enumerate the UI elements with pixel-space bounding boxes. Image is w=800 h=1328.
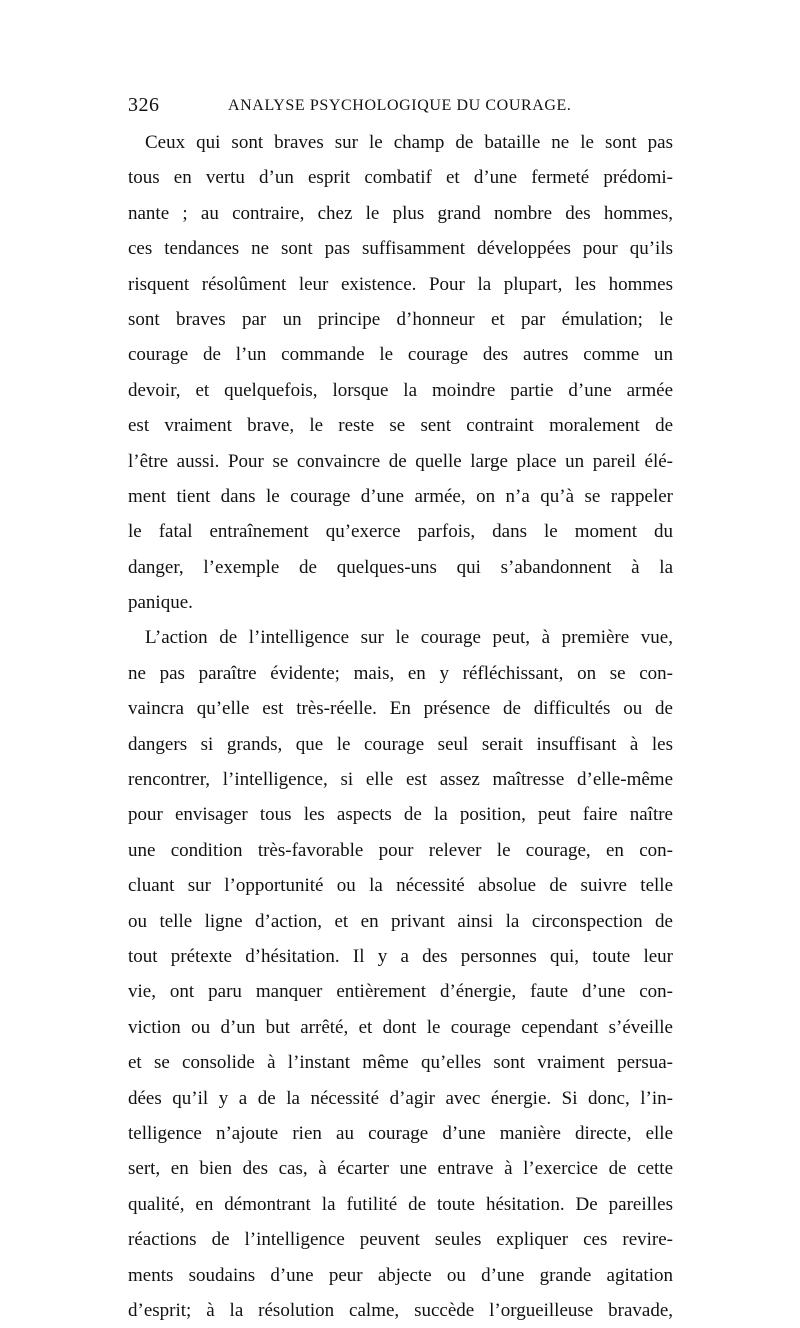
text-line: ou telle ligne d’action, et en privant ainsi la circonspection de xyxy=(128,910,673,932)
text-line: vie, ont paru manquer entièrement d’énergie, faute d’une con- xyxy=(128,981,673,1003)
text-line: cluant sur l’opportunité ou la nécessité absolue de suivre telle xyxy=(128,875,673,897)
text-line: courage de l’un commande le courage des autres comme un xyxy=(128,344,673,366)
page-header xyxy=(128,94,673,122)
text-line: l’être aussi. Pour se convaincre de quelle large place un pareil élé- xyxy=(128,450,673,472)
text-line: ments soudains d’une peur abjecte ou d’une grande agitation xyxy=(128,1264,673,1286)
text-line: pour envisager tous les aspects de la position, peut faire naître xyxy=(128,804,673,826)
text-line: ment tient dans le courage d’une armée, on n’a qu’à se rappeler xyxy=(128,485,673,507)
text-line: tout prétexte d’hésitation. Il y a des personnes qui, toute leur xyxy=(128,945,673,967)
text-line: sert, en bien des cas, à écarter une entrave à l’exercice de cette xyxy=(128,1158,673,1180)
text-line: est vraiment brave, le reste se sent contraint moralement de xyxy=(128,415,673,437)
text-line: une condition très-favorable pour relever le courage, en con- xyxy=(128,839,673,861)
page-number: 326 xyxy=(128,94,160,116)
text-line: telligence n’ajoute rien au courage d’une manière directe, elle xyxy=(128,1122,673,1144)
text-line: le fatal entraînement qu’exerce parfois, dans le moment du xyxy=(128,521,673,543)
text-line: ces tendances ne sont pas suffisamment développées pour qu’ils xyxy=(128,238,673,260)
text-line: réactions de l’intelligence peuvent seules expliquer ces revire- xyxy=(128,1229,673,1251)
text-line: nante ; au contraire, chez le plus grand nombre des hommes, xyxy=(128,202,673,224)
text-line: viction ou d’un but arrêté, et dont le courage cependant s’éveille xyxy=(128,1016,673,1038)
text-line: et se consolide à l’instant même qu’elles sont vraiment persua- xyxy=(128,1052,673,1074)
text-line: danger, l’exemple de quelques-uns qui s’abandonnent à la xyxy=(128,556,673,578)
text-line: devoir, et quelquefois, lorsque la moindre partie d’une armée xyxy=(128,379,673,401)
text-line: qualité, en démontrant la futilité de toute hésitation. De pareilles xyxy=(128,1193,673,1215)
text-line: risquent résolûment leur existence. Pour la plupart, les hommes xyxy=(128,273,673,295)
text-line: ne pas paraître évidente; mais, en y réfléchissant, on se con- xyxy=(128,662,673,684)
text-line: panique. xyxy=(128,592,193,614)
text-line: vaincra qu’elle est très-réelle. En présence de difficultés ou de xyxy=(128,698,673,720)
text-line: dangers si grands, que le courage seul serait insuffisant à les xyxy=(128,733,673,755)
text-line: rencontrer, l’intelligence, si elle est assez maîtresse d’elle-même xyxy=(128,769,673,791)
text-line: Ceux qui sont braves sur le champ de bataille ne le sont pas xyxy=(145,132,673,153)
text-line: sont braves par un principe d’honneur et par émulation; le xyxy=(128,308,673,330)
running-title: ANALYSE PSYCHOLOGIQUE DU COURAGE. xyxy=(228,97,572,114)
text-line: L’action de l’intelligence sur le courage peut, à première vue, xyxy=(145,627,673,649)
text-line: dées qu’il y a de la nécessité d’agir avec énergie. Si donc, l’in- xyxy=(128,1087,673,1109)
text-line: tous en vertu d’un esprit combatif et d’une fermeté prédomi- xyxy=(128,167,673,189)
body-text xyxy=(128,125,673,1328)
text-line: d’esprit; à la résolution calme, succède l’orgueilleuse bravade, xyxy=(128,1299,673,1321)
